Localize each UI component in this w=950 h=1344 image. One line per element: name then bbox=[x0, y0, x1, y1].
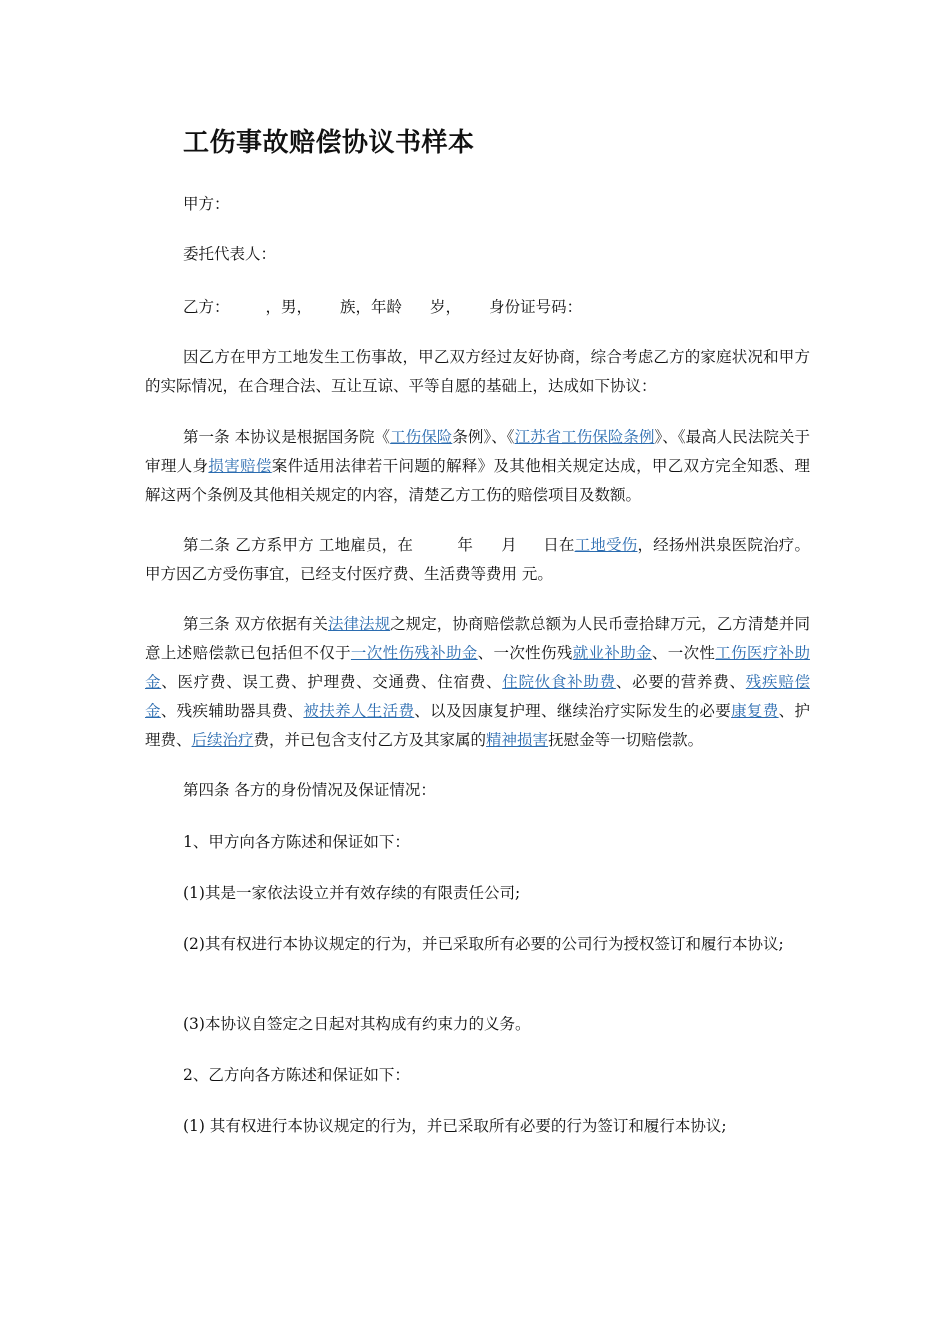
link-rehabilitation-fee[interactable]: 康复费 bbox=[731, 702, 779, 720]
article-3-text: 第三条 双方依据有关 bbox=[183, 615, 328, 633]
article-2-text: 日在 bbox=[542, 536, 575, 554]
link-disability-compensation[interactable]: 残疾赔偿金 bbox=[145, 673, 810, 720]
party-b-line bbox=[145, 293, 810, 322]
party-a-label: 甲方： bbox=[183, 195, 230, 213]
article-3-text: 、一次性伤残 bbox=[477, 644, 573, 662]
article-3-text: 费，并已包含支付乙方及其家属的 bbox=[253, 731, 487, 749]
party-a-warranty-item: (3)本协议自签定之日起对其构成有约束力的义务。 bbox=[183, 1015, 531, 1033]
article-3-text: 、残疾辅助器具费、 bbox=[160, 702, 304, 720]
link-work-injury-insurance[interactable]: 工伤保险 bbox=[390, 428, 453, 446]
article-2-month: 月 bbox=[501, 536, 517, 554]
party-b-ethnicity: 族，年龄 bbox=[340, 298, 403, 316]
link-disability-subsidy[interactable]: 一次性伤残补助金 bbox=[350, 644, 478, 662]
article-1-text: 案件适用法律若干问题的解释》及其他相关规定达成，甲乙双方完全知悉、理解这两个条例及其他相关规定的内容，清楚乙方工伤的赔偿项目及数额。 bbox=[145, 457, 810, 504]
party-b-warranty-item: (1) 其有权进行本协议规定的行为，并已采取所有必要的行为签订和履行本协议; bbox=[183, 1117, 727, 1135]
article-1-text: 条例》、《 bbox=[452, 428, 515, 446]
article-3-text: 、护理费、 bbox=[145, 702, 810, 749]
article-3-text: 、必要的营养费、 bbox=[615, 673, 746, 691]
article-3 bbox=[145, 610, 810, 755]
article-3-text: 之规定，协商赔偿款总额为人民币壹拾肆万元，乙方清楚并同意上述赔偿款已包括但不仅于 bbox=[145, 615, 810, 662]
link-medical-subsidy[interactable]: 工伤医疗补助金 bbox=[145, 644, 810, 691]
link-site-injury[interactable]: 工地受伤 bbox=[574, 536, 638, 554]
party-b-id-label: 身份证号码： bbox=[489, 298, 583, 316]
link-dependent-living-expenses[interactable]: 被扶养人生活费 bbox=[303, 702, 415, 720]
link-jiangsu-regulation[interactable]: 江苏省工伤保险条例 bbox=[514, 428, 655, 446]
article-2-text: 第二条 乙方系甲方 工地雇员，在 bbox=[183, 536, 414, 554]
article-1 bbox=[145, 423, 810, 510]
article-1-text: 第一条 本协议是根据国务院《 bbox=[183, 428, 391, 446]
link-hospital-meal-subsidy[interactable]: 住院伙食补助费 bbox=[502, 673, 616, 691]
party-a-warranty-item: (2)其有权进行本协议规定的行为，并已采取所有必要的公司行为授权签订和履行本协议; bbox=[183, 935, 784, 953]
party-b-warranty-heading: 2、乙方向各方陈述和保证如下： bbox=[183, 1066, 410, 1084]
agent-label: 委托代表人： bbox=[183, 245, 277, 263]
intro-paragraph: 因乙方在甲方工地发生工伤事故，甲乙双方经过友好协商，综合考虑乙方的家庭状况和甲方的实际情况，在合理合法、互让互谅、平等自愿的基础上，达成如下协议： bbox=[145, 348, 810, 395]
article-2 bbox=[145, 531, 810, 589]
link-laws-regulations[interactable]: 法律法规 bbox=[327, 615, 391, 633]
article-2-year: 年 bbox=[457, 536, 474, 554]
article-3-text: 、以及因康复护理、继续治疗实际发生的必要 bbox=[414, 702, 732, 720]
party-b-age: 岁， bbox=[430, 298, 462, 316]
document-title: 工伤事故赔偿协议书样本 bbox=[183, 128, 475, 158]
party-a-warranty-item: (1)其是一家依法设立并有效存续的有限责任公司; bbox=[183, 884, 521, 902]
article-4: 第四条 各方的身份情况及保证情况： bbox=[183, 781, 436, 799]
agent-line bbox=[145, 240, 810, 269]
article-1-text: 》、《最高人民法院关于审理人身 bbox=[145, 428, 810, 475]
link-damage-compensation[interactable]: 损害赔偿 bbox=[208, 457, 272, 475]
party-b-label: 乙方： bbox=[183, 298, 230, 316]
article-2-text: ，经扬州洪泉医院治疗。甲方因乙方受伤事宜，已经支付医疗费、生活费等费用 元。 bbox=[145, 536, 810, 583]
party-a-warranty-heading: 1、甲方向各方陈述和保证如下： bbox=[183, 833, 410, 851]
party-b-gender: ，男， bbox=[265, 298, 313, 316]
article-3-text: 抚慰金等一切赔偿款。 bbox=[548, 731, 704, 749]
link-mental-damage[interactable]: 精神损害 bbox=[486, 731, 549, 749]
party-a-line bbox=[145, 190, 810, 219]
article-3-text: 、一次性 bbox=[651, 644, 716, 662]
link-employment-subsidy[interactable]: 就业补助金 bbox=[572, 644, 652, 662]
link-follow-up-treatment[interactable]: 后续治疗 bbox=[191, 731, 254, 749]
article-3-text: 、医疗费、误工费、护理费、交通费、住宿费、 bbox=[161, 673, 503, 691]
